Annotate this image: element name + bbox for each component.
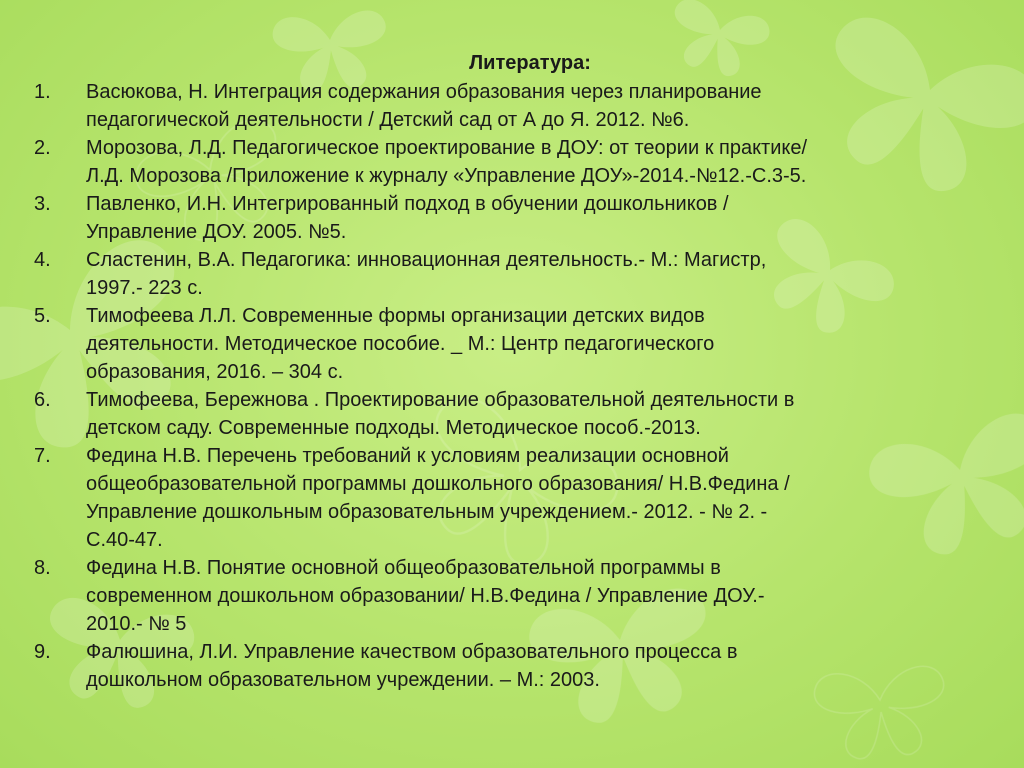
- reference-line: педагогической деятельности / Детский сад от А до Я. 2012. №6.: [86, 109, 690, 131]
- reference-number: 7.: [34, 445, 51, 467]
- slide-title: Литература:: [469, 52, 591, 74]
- reference-line: Тимофеева, Бережнова . Проектирование образовательной деятельности в: [86, 389, 795, 411]
- reference-item: [0, 190, 1000, 246]
- reference-number: 6.: [34, 389, 51, 411]
- reference-line: Сластенин, В.А. Педагогика: инновационная деятельность.- М.: Магистр,: [86, 249, 767, 271]
- reference-number: 9.: [34, 641, 51, 663]
- reference-list: [0, 78, 1000, 694]
- reference-line: С.40-47.: [86, 529, 163, 551]
- reference-item: [0, 442, 1000, 554]
- reference-number: 1.: [34, 81, 51, 103]
- reference-item: [0, 638, 1000, 694]
- reference-line: образования, 2016. – 304 с.: [86, 361, 344, 383]
- reference-line: Управление дошкольным образовательным учреждением.- 2012. - № 2. -: [86, 501, 768, 523]
- reference-item: [0, 78, 1000, 134]
- reference-line: 1997.- 223 с.: [86, 277, 203, 299]
- reference-line: Федина Н.В. Перечень требований к условиям реализации основной: [86, 445, 729, 467]
- reference-line: дошкольном образовательном учреждении. – М.: 2003.: [86, 669, 600, 691]
- reference-line: общеобразовательной программы дошкольного образования/ Н.В.Федина /: [86, 473, 790, 495]
- reference-number: 5.: [34, 305, 51, 327]
- reference-line: Тимофеева Л.Л. Современные формы организации детских видов: [86, 305, 705, 327]
- reference-number: 4.: [34, 249, 51, 271]
- reference-line: Васюкова, Н. Интеграция содержания образования через планирование: [86, 81, 762, 103]
- reference-item: [0, 554, 1000, 638]
- reference-number: 3.: [34, 193, 51, 215]
- reference-line: 2010.- № 5: [86, 613, 187, 635]
- reference-line: детском саду. Современные подходы. Методическое пособ.-2013.: [86, 417, 701, 439]
- reference-line: Павленко, И.Н. Интегрированный подход в обучении дошкольников /: [86, 193, 729, 215]
- reference-line: Фалюшина, Л.И. Управление качеством образовательного процесса в: [86, 641, 738, 663]
- reference-line: Л.Д. Морозова /Приложение к журналу «Управление ДОУ»-2014.-№12.-С.3-5.: [86, 165, 807, 187]
- reference-item: [0, 386, 1000, 442]
- reference-item: [0, 134, 1000, 190]
- reference-number: 2.: [34, 137, 51, 159]
- reference-line: Морозова, Л.Д. Педагогическое проектирование в ДОУ: от теории к практике/: [86, 137, 808, 159]
- reference-line: Федина Н.В. Понятие основной общеобразовательной программы в: [86, 557, 721, 579]
- reference-number: 8.: [34, 557, 51, 579]
- reference-line: современном дошкольном образовании/ Н.В.Федина / Управление ДОУ.-: [86, 585, 765, 607]
- reference-item: [0, 302, 1000, 386]
- reference-item: [0, 246, 1000, 302]
- reference-line: деятельности. Методическое пособие. _ М.: Центр педагогического: [86, 333, 715, 355]
- reference-line: Управление ДОУ. 2005. №5.: [86, 221, 347, 243]
